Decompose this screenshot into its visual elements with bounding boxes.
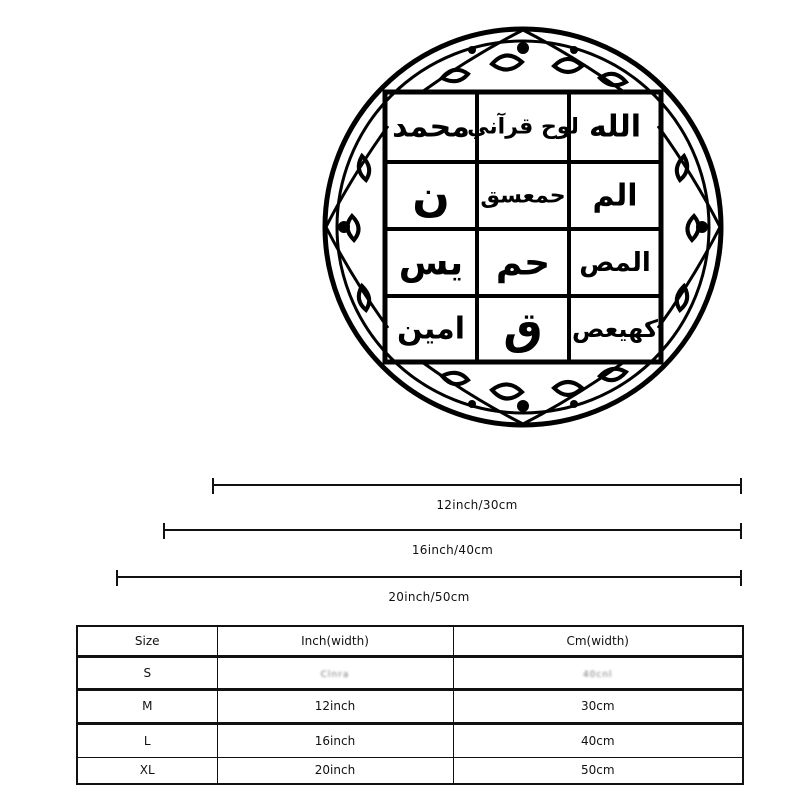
calligraphy-cell: حم	[495, 242, 551, 284]
dimension-cap	[740, 478, 742, 494]
inch-cell: 12inch	[217, 689, 453, 723]
column-header-size: Size	[77, 626, 217, 656]
dimension-cap	[163, 523, 165, 539]
column-header-cm: Cm(width)	[453, 626, 743, 656]
calligraphy-cell: المص	[579, 248, 651, 278]
calligraphy-wall-art-image	[322, 26, 724, 428]
size-cell: M	[77, 689, 217, 723]
blurred-value: 40cnl	[582, 669, 613, 680]
calligraphy-cell: كهيعص	[572, 315, 658, 343]
calligraphy-cell: الله	[589, 109, 641, 145]
size-table	[76, 625, 744, 785]
dimension-line-16inch	[163, 523, 742, 557]
size-cell: L	[77, 723, 217, 757]
calligraphy-cell: حمعسق	[480, 183, 566, 209]
calligraphy-cell: يس	[398, 242, 464, 284]
cm-cell: 30cm	[453, 689, 743, 723]
cm-cell: 50cm	[453, 757, 743, 784]
calligraphy-cell: محمد	[392, 109, 470, 145]
dimension-cap	[116, 570, 118, 586]
dimension-label: 12inch/30cm	[436, 498, 518, 512]
table-row	[77, 723, 743, 757]
table-row	[77, 689, 743, 723]
calligraphy-cell: الم	[592, 178, 638, 214]
column-header-inch: Inch(width)	[217, 626, 453, 656]
inch-cell: 16inch	[217, 723, 453, 757]
dimension-cap	[212, 478, 214, 494]
cm-cell: 40cm	[453, 723, 743, 757]
calligraphy-cell: لوح قرآني	[467, 114, 579, 140]
calligraphy-cell: ن	[412, 170, 450, 222]
blurred-value: Clnra	[320, 669, 350, 680]
dimension-bar	[212, 484, 742, 486]
dimension-line-12inch	[212, 478, 742, 512]
dimension-label: 16inch/40cm	[411, 543, 494, 557]
table-row	[77, 757, 743, 784]
calligraphy-cell: امين	[396, 311, 466, 347]
size-cell: S	[77, 656, 217, 689]
inch-cell: 20inch	[217, 757, 453, 784]
table-row	[77, 656, 743, 689]
dimension-bar	[116, 576, 742, 578]
dimension-bar	[163, 529, 742, 531]
calligraphy-cell: ق	[503, 303, 543, 355]
dimension-cap	[740, 523, 742, 539]
dimension-line-20inch	[116, 570, 742, 604]
cm-cell	[453, 656, 743, 689]
size-cell: XL	[77, 757, 217, 784]
table-header-row	[77, 626, 743, 656]
dimension-label: 20inch/50cm	[388, 590, 470, 604]
dimension-cap	[740, 570, 742, 586]
inch-cell	[217, 656, 453, 689]
